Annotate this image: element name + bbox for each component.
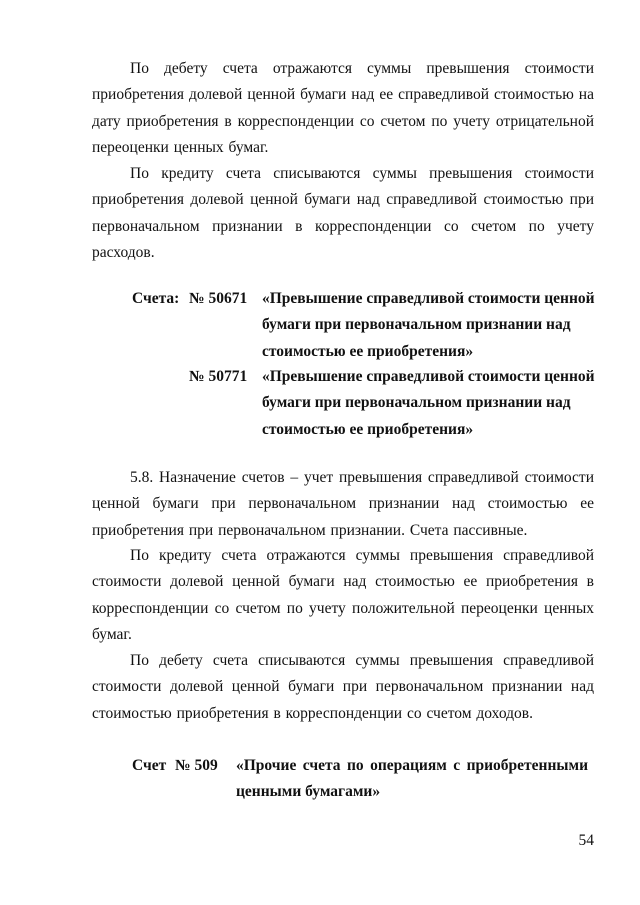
account-number-50771: № 50771 [189,368,248,385]
account-description-509: «Прочие счета по операциям с приобретенными ценными бумагами» [236,757,588,801]
account-label: Счет [132,757,167,774]
paragraph-debit-income: По дебету счета списываются суммы превышения справедливой стоимости долевой ценной бумаги при первоначальном признании над стоимостью приобретения в корреспонденции со счетом доходов. [92,652,594,722]
paragraph-credit-expenses: По кредиту счета списываются суммы превышения стоимости приобретения долевой ценной бумаги над справедливой стоимостью при первоначальном признании в корреспонденции со счетом по учету расходов. [92,165,594,262]
page-number: 54 [578,832,594,849]
account-number-50671: № 50671 [189,290,248,307]
paragraph-purpose-5-8: 5.8. Назначение счетов – учет превышения справедливой стоимости ценной бумаги при первоначальном признании над стоимостью ее приобретения при первоначальном признании. Счета пассивные. [92,469,594,539]
account-number-509: № 509 [175,757,218,774]
account-description-50671: «Превышение справедливой стоимости ценной бумаги при первоначальном признании над стоимостью ее приобретения» [262,290,595,360]
paragraph-credit-positive-revaluation: По кредиту счета отражаются суммы превышения справедливой стоимости долевой ценной бумаги над стоимостью ее приобретения в корреспонденции со счетом по учету положительной переоценки ценных бумаг. [92,547,594,644]
accounts-label: Счета: [132,290,180,307]
account-description-50771: «Превышение справедливой стоимости ценной бумаги при первоначальном признании над стоимостью ее приобретения» [262,368,595,438]
paragraph-debit-revaluation: По дебету счета отражаются суммы превышения стоимости приобретения долевой ценной бумаги над ее справедливой стоимостью на дату приобретения в корреспонденции со счетом по учету отрицательной переоценки ценных бумаг. [92,60,594,157]
